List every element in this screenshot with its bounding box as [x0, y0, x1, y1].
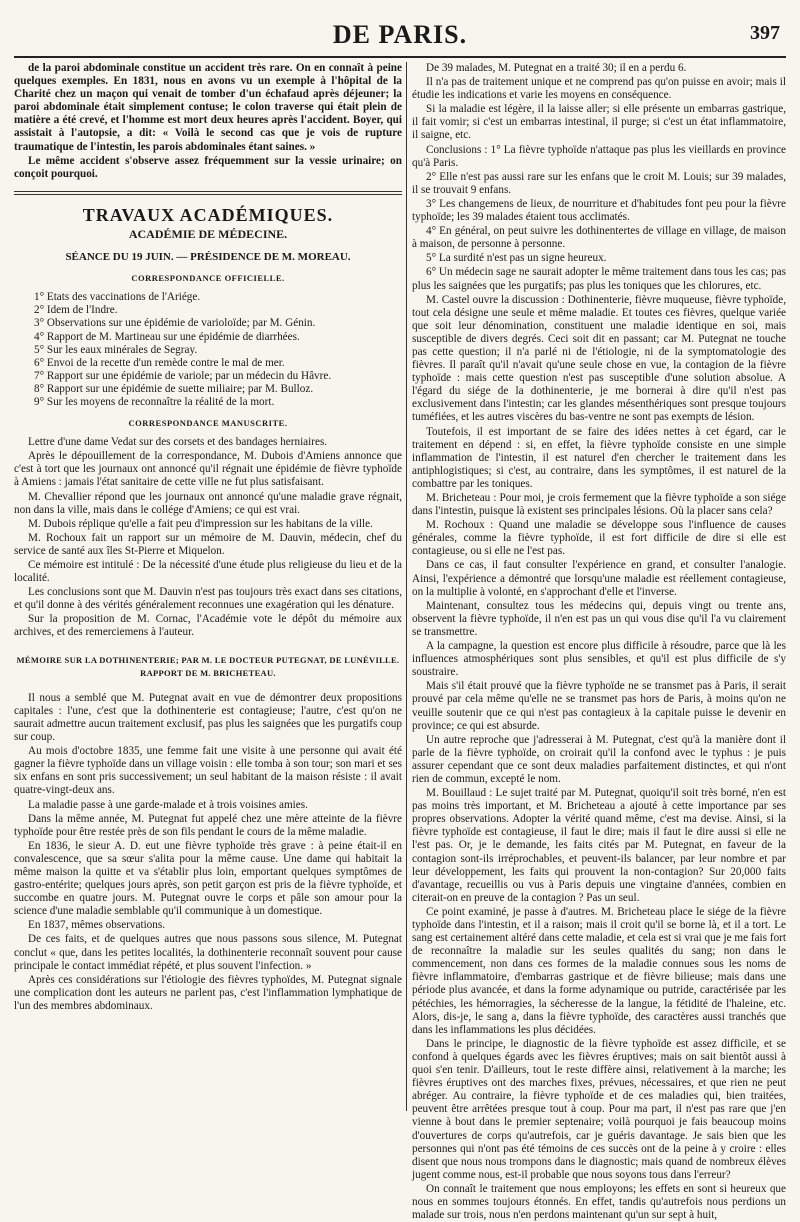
paragraph: M. Chevallier répond que les journaux ont annoncé qu'une maladie grave régnait, non dans la ville, mais dans le collége d'Amiens; ce qui est vrai. [14, 490, 402, 516]
text-columns [14, 62, 786, 1222]
paragraph: 6° Un médecin sage ne saurait adopter le même traitement dans tous les cas; pas plus les saignées que les purgatifs; pas plus les toniques que les chlorures, etc. [412, 266, 786, 292]
paragraph: Si la maladie est légère, il la laisse aller; si elle présente un embarras gastrique, il fait vomir; si c'est un embarras intestinal, il purge; si c'est un état inflammatoire, il saigne, etc. [412, 103, 786, 142]
list-item: 1° Etats des vaccinations de l'Ariége. [34, 291, 201, 304]
top-paragraph: de la paroi abdominale constitue un accident très rare. On en connaît à peine quelques exemples. En 1831, nous en avons vu un exemple à l'hôpital de la Charité chez un maçon qui venait de tomber d'un échafaud après déjeuner; la paroi abdominale était simplement contuse; le colon traverse qui était plein de matière a été crevé, et l'homme est mort deux heures après l'accident. Boyer, qui assistait à l'autopsie, a dit: « Voilà le second cas que je vois de rupture traumatique de l'intestin, les parois abdominales étant saines. » [14, 62, 402, 153]
list-item: 8° Rapport sur une épidémie de suette miliaire; par M. Bulloz. [34, 382, 314, 395]
paragraph: 3° Les changemens de lieux, de nourriture et d'habitudes font peu pour la fièvre typhoïde; les 39 malades étaient tous acclimatés. [412, 197, 786, 224]
section-divider [14, 191, 402, 195]
paragraph: M. Bricheteau : Pour moi, je crois fermement que la fièvre typhoïde a son siége dans l'intestin, puisque là existent ses principales lésions. Où la placer sans cela? [412, 492, 786, 518]
column-divider [406, 62, 407, 1111]
memoire-title: MÉMOIRE SUR LA DOTHINENTERIE; PAR M. LE DOCTEUR PUTEGNAT, DE LUNÉVILLE. RAPPORT DE M. BRICHETEAU. [16, 654, 400, 678]
paragraph: 5° La surdité n'est pas un signe heureux. [426, 252, 607, 265]
list-item: 7° Rapport sur une épidémie de variole; par un médecin du Hâvre. [34, 369, 332, 382]
paragraph: Conclusions : 1° La fièvre typhoïde n'attaque pas plus les vieillards en province qu'à Paris. [412, 143, 786, 169]
paragraph: Dans le principe, le diagnostic de la fièvre typhoïde est assez difficile, et se confond à quelques égards avec les fièvres éruptives; mais on sait bientôt aussi à quoi s'en tenir. D'ailleurs, tout le reste diffère ainsi, relativement à la marche; les fièvres éruptives ont des marches fixes, prévues, nécessaires, et que rien ne peut abréger. Au contraire, la fièvre typhoïde et de ces maladies qui, bien traitées, peuvent être arrêtées presque tout à coup. Pour ma part, il n'est pas rare que j'en vienne à bout dans le premier septenaire; voilà pourquoi je fais beaucoup moins d'ouvertures de corps qu'autrefois, car je guéris davantage. Je sais bien que les personnes qui n'ont pas été témoins de ces succès ont de la peine à y croire : elles disent que nous nous trompons dans le diagnostic; mais quand de nombreux élèves jugent comme nous, est-il probable que nous soyons tous dans l'erreur? [412, 1037, 786, 1181]
paragraph: M. Castel ouvre la discussion : Dothinenterie, fièvre muqueuse, fièvre typhoïde, tout cela désigne une seule et même maladie. Et toutes ces fièvres, quelque variée que soit leur dénomination, constituent une maladie identique en soi, mais susceptible de divers degrés. Ceci soit dit en passant; car M. Putegnat ne touche pas cette question; il n'a parlé ni de l'étiologie, ni de la symptomatologie des fièvres. Il paraît qu'il n'avait qu'une seule chose en vue, la contagion de la fièvre typhoïde : mais cette question n'est pas susceptible d'une solution absolue. A l'égard du siége de la dothinenterie, je me bornerai à dire qu'il n'est pas exclusivement dans l'intestin; car les glandes mésenthériques sont presque toujours tuméfiées, et les autres viscères du bas-ventre ne sont pas exempts de lésion. [412, 293, 786, 424]
paragraph: Ce mémoire est intitulé : De la nécessité d'une étude plus religieuse du lieu et de la localité. [14, 559, 402, 585]
paragraph: De ces faits, et de quelques autres que nous passons sous silence, M. Putegnat conclut « que, dans les petites localités, la dothinenterie reconnaît souvent pour cause principale le contact immédiat répété, et plus souvent l'infection. » [14, 933, 402, 972]
corr-officielle-title: CORRESPONDANCE OFFICIELLE. [131, 273, 285, 284]
paragraph: 2° Elle n'est pas aussi rare sur les enfans que le croit M. Louis; sur 39 malades, il se trouvait 9 enfans. [412, 170, 786, 196]
page-header [14, 18, 786, 58]
list-item: 2° Idem de l'Indre. [34, 304, 118, 317]
paragraph: Il nous a semblé que M. Putegnat avait en vue de démontrer deux propositions capitales : l'une, c'est que la dothinenterie est contagieuse; l'autre, c'est qu'on ne saurait admettre aucun traitement exclusif, pas plus les saignées que les purgatifs coup sur coup. [14, 691, 402, 744]
list-item: 9° Sur les moyens de reconnaître la réalité de la mort. [34, 395, 275, 408]
running-title: DE PARIS. [332, 20, 468, 49]
list-item: 6° Envoi de la recette d'un remède contre le mal de mer. [34, 356, 285, 369]
paragraph: Sur la proposition de M. Cornac, l'Académie vote le dépôt du mémoire aux archives, et des remerciemens à l'auteur. [14, 613, 402, 639]
paragraph: M. Rochoux : Quand une maladie se développe sous l'influence de causes générales, comme la fièvre typhoïde, il est fort difficile de dire si elle est contagieuse, ou si elle ne l'est pas. [412, 519, 786, 558]
paragraph: Ce point examiné, je passe à d'autres. M. Bricheteau place le siége de la fièvre typhoïde dans l'intestin, et il a raison; mais il croit qu'il se borne là, et il a tort. Le sang est certainement altéré dans cette maladie, et cela est si vrai que je me fais fort de reconnaître la maladie sur les seules qualités du sang; non dans le commencement, non dans ces formes de la maladie connues sous les noms de fièvre inflammatoire, d'embarras gastrique et de fièvre bilieuse; mais dans une période plus avancée, et dans la forme adynamique ou putride, caractérisée par les pétéchies, les hémorragies, la sécheresse de la langue, la fétidité de l'haleine, etc. Alors, dis-je, le sang a, dans la fièvre typhoïde, des caractères aussi tranchés que dans les inflammations les plus décidées. [412, 905, 786, 1036]
paragraph: M. Rochoux fait un rapport sur un mémoire de M. Dauvin, médecin, chef du service de santé aux îles St-Pierre et Miquelon. [14, 531, 402, 557]
paragraph: Les conclusions sont que M. Dauvin n'est pas toujours très exact dans ses citations, et qu'il donne à des vérités généralement reconnues une exagération qui les dénature. [14, 586, 402, 612]
paragraph: Lettre d'une dame Vedat sur des corsets et des bandages herniaires. [28, 436, 328, 449]
paragraph: M. Bouillaud : Le sujet traité par M. Putegnat, quoiqu'il soit très borné, n'en est pas moins très important, et M. Bricheteau a ajouté à cette importance par ses propres observations. Adopter la vérité quand même, c'est ma devise. Ainsi, si la fièvre typhoïde est contagieuse, il faut le dire; mais il faut le dire aussi si elle ne l'est pas. Or, je le demande, les faits cités par M. Putegnat, en faveur de la contagion sont-ils irréprochables, et peuvent-ils balancer, par leur nombre et par leur développement, les faits qui prouvent la non-contagion? Sur 20,000 faits d'avantage, recueillis ou vus à Paris depuis une vingtaine d'années, combien en citerait-on en preuve de la contagion ? Pas un seul. [412, 787, 786, 904]
paragraph: Après le dépouillement de la correspondance, M. Dubois d'Amiens annonce que c'est à tort que les journaux ont annoncé qu'il régnait une épidémie de fièvre typhoïde à Amiens : jamais l'état sanitaire de cette ville ne fut plus satisfaisant. [14, 450, 402, 489]
paragraph: Il n'a pas de traitement unique et ne comprend pas qu'on puisse en avoir; mais il étudie les indications et varie les moyens en conséquence. [412, 76, 786, 102]
paragraph: M. Dubois réplique qu'elle a fait peu d'impression sur les habitans de la ville. [28, 517, 373, 530]
paragraph: De 39 malades, M. Putegnat en a traité 30; il en a perdu 6. [426, 62, 687, 74]
paragraph: Dans ce cas, il faut consulter l'expérience en grand, et consulter l'analogie. Ainsi, l'expérience a démontré que lorsqu'une maladie est réellement contagieuse, on la multiplie à volonté, en s'approchant d'elle et l'inverse. [412, 559, 786, 598]
paragraph: 4° En général, on peut suivre les dothinentertes de village en village, de maison à maison, de personne à personne. [412, 225, 786, 251]
corr-manuscrite-title: CORRESPONDANCE MANUSCRITE. [128, 418, 288, 429]
paragraph: Toutefois, il est important de se faire des idées nettes à cet égard, car le traitement en dépend : si, en effet, la fièvre typhoïde consiste en une simple inflammation de l'intestin, il est naturel d'en chercher le traitement dans les antiphlogistiques; si c'est, au contraire, dans les symptômes, il est naturel de la combattre par les toniques. [412, 425, 786, 490]
page-number: 397 [750, 22, 780, 44]
left-column [14, 62, 402, 1111]
paragraph: En 1837, mêmes observations. [28, 919, 166, 932]
right-column [412, 62, 786, 1222]
paragraph: Maintenant, consultez tous les médecins qui, depuis vingt ou trente ans, observent la fièvre typhoïde, il n'en est pas un qui vous dise qu'il l'a vu clairement se transmettre. [412, 599, 786, 638]
list-item: 5° Sur les eaux minérales de Segray. [34, 343, 198, 356]
paragraph: Un autre reproche que j'adresserai à M. Putegnat, c'est qu'à la manière dont il parle de la fièvre typhoïde, on croirait qu'il la confond avec le typhus : je puis assurer cependant que ce sont deux maladies parfaitement distinctes, et qui n'ont rien de commun, excepté le nom. [412, 733, 786, 785]
top-paragraph: Le même accident s'observe assez fréquemment sur la vessie urinaire; on conçoit pourquoi. [14, 154, 402, 180]
paragraph: On connaît le traitement que nous employons; les effets en sont si heureux que nous en sommes toujours étonnés. En effet, tandis qu'autrefois nous perdions un malade sur trois, nous n'en perdons maintenant qu'un sur sept à huit, [412, 1182, 786, 1222]
paragraph: Après ces considérations sur l'étiologie des fièvres typhoïdes, M. Putegnat signale une complication dont les auteurs ne parlent pas, c'est l'inflammation lymphatique de l'un des membres abdominaux. [14, 973, 402, 1012]
paragraph: Dans la même année, M. Putegnat fut appelé chez une mère atteinte de la fièvre typhoïde pour être restée près de son fils pendant le cours de la même maladie. [14, 812, 402, 838]
paragraph: En 1836, le sieur A. D. eut une fièvre typhoïde très grave : à peine était-il en convalescence, que sa sœur s'alita pour la même cause. Une dame qui habitait la même maison la quitte et va s'établir plus loin, emportant quelques symptômes de gastro-entérite; quelques jours après, son petit garçon est pris de la fièvre typhoïde, et succombe en quatre jours. M. Putegnat ouvre le corps et pâle son amour pour la science d'une maladie semblable qu'il communique à un domestique. [14, 839, 402, 918]
paragraph: Au mois d'octobre 1835, une femme fait une visite à une personne qui avait été gagner la fièvre typhoïde dans un village voisin : elle tomba à son tour; son mari et ses six enfans en sont pris successivement; un seul habitant de la maison résiste : il avait quatre-vingt-deux ans. [14, 745, 402, 797]
paragraph: Mais s'il était prouvé que la fièvre typhoïde ne se transmet pas à Paris, il serait prouvé par cela même qu'elle ne se transmet pas hors de Paris, à moins qu'on ne veuille soutenir que ce qui n'est pas contagieux à la capitale puisse le devenir en province; ce qui est absurde. [412, 680, 786, 732]
paragraph: La maladie passe à une garde-malade et à trois voisines amies. [28, 798, 308, 811]
seance-line: SÉANCE DU 19 JUIN. — PRÉSIDENCE DE M. MOREAU. [65, 251, 351, 264]
section-title: TRAVAUX ACADÉMIQUES. [82, 204, 334, 225]
academy-title: ACADÉMIE DE MÉDECINE. [128, 226, 288, 241]
list-item: 3° Observations sur une épidémie de varioloïde; par M. Génin. [34, 317, 316, 330]
paragraph: A la campagne, la question est encore plus difficile à résoudre, parce que là les influences atmosphériques sont plus sensibles, et qu'il est plus difficile de s'y soustraire. [412, 640, 786, 679]
list-item: 4° Rapport de M. Martineau sur une épidémie de diarrhées. [34, 330, 300, 343]
